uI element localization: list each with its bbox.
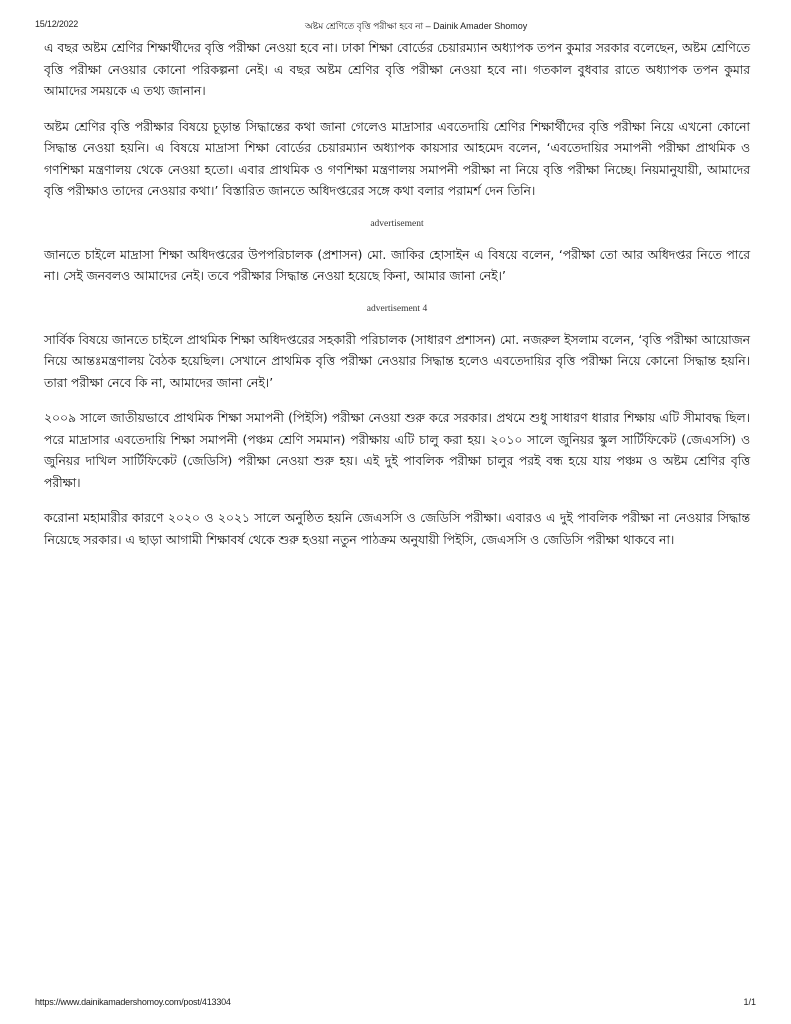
article-paragraph: সার্বিক বিষয়ে জানতে চাইলে প্রাথমিক শিক্ষা অধিদপ্তরের সহকারী পরিচালক (সাধারণ প্রশাসন) মো. নজরুল ইসলাম বলেন, ‘বৃত্তি পরীক্ষা আয়োজন নিয়ে আন্তঃমন্ত্রণালয় বৈঠক হয়েছিল। সেখানে প্রাথমিক বৃত্তি পরীক্ষা নেওয়ার সিদ্ধান্ত হলেও এবতেদায়ির বৃত্তি পরীক্ষা নিয়ে কোনো সিদ্ধান্ত হয়নি। তারা পরীক্ষা নেবে কি না, আমাদের জানা নেই।’ [44, 332, 750, 390]
advertisement-label: advertisement 4 [366, 303, 428, 314]
advertisement-label: advertisement [370, 218, 424, 229]
article-paragraph: এ বছর অষ্টম শ্রেণির শিক্ষার্থীদের বৃত্তি পরীক্ষা নেওয়া হবে না। ঢাকা শিক্ষা বোর্ডের চেয়ারম্যান অধ্যাপক তপন কুমার সরকার বলেছেন, অষ্টম শ্রেণিতে বৃত্তি পরীক্ষা নেওয়ার কোনো পরিকল্পনা নেই। এ বছর অষ্টম শ্রেণির বৃত্তি পরীক্ষা নেওয়া হবে না। গতকাল বুধবার রাতে অধ্যাপক তপন কুমার আমাদের সময়কে এ তথ্য জানান। [44, 41, 750, 98]
page-number: 1/1 [743, 997, 756, 1007]
page-title: অষ্টম শ্রেণিতে বৃত্তি পরীক্ষা হবে না – Dainik Amader Shomoy [305, 21, 528, 31]
print-date: 15/12/2022 [35, 19, 79, 29]
article-paragraph: জানতে চাইলে মাদ্রাসা শিক্ষা অধিদপ্তরের উপপরিচালক (প্রশাসন) মো. জাকির হোসাইন এ বিষয়ে বলেন, ‘পরীক্ষা তো আর অধিদপ্তর নিতে পারে না। সেই জনবলও আমাদের নেই। তবে পরীক্ষার সিদ্ধান্ত নেওয়া হয়েছে কিনা, আমার জানা নেই।’ [44, 247, 750, 283]
article-paragraph: করোনা মহামারীর কারণে ২০২০ ও ২০২১ সালে অনুষ্ঠিত হয়নি জেএসসি ও জেডিসি পরীক্ষা। এবারও এ দুই পাবলিক পরীক্ষা না নেওয়ার সিদ্ধান্ত নিয়েছে সরকার। এ ছাড়া আগামী শিক্ষাবর্ষ থেকে শুরু হওয়া নতুন পাঠক্রম অনুযায়ী পিইসি, জেএসসি ও জেডিসি পরীক্ষা থাকবে না। [44, 511, 750, 547]
source-url: https://www.dainikamadershomoy.com/post/413304 [35, 997, 231, 1007]
article-paragraph: অষ্টম শ্রেণির বৃত্তি পরীক্ষার বিষয়ে চূড়ান্ত সিদ্ধান্তের কথা জানা গেলেও মাদ্রাসার এবতেদায়ি শ্রেণির শিক্ষার্থীদের বৃত্তি পরীক্ষা নিয়ে এখনো কোনো সিদ্ধান্ত নেওয়া হয়নি। এ বিষয়ে মাদ্রাসা শিক্ষা বোর্ডের চেয়ারম্যান অধ্যাপক কায়সার আহমেদ বলেন, ‘এবতেদায়ির সমাপনী পরীক্ষা প্রাথমিক ও গণশিক্ষা মন্ত্রণালয় থেকে নেওয়া হতো। এবার প্রাথমিক ও গণশিক্ষা মন্ত্রণালয় সমাপনী পরীক্ষা না নিয়ে বৃত্তি পরীক্ষা নিচ্ছে। নিয়মানুযায়ী, আমাদের বৃত্তি পরীক্ষাও তাদের নেওয়ার কথা।’ বিস্তারিত জানতে অধিদপ্তরের সঙ্গে কথা বলার পরামর্শ দেন তিনি। [44, 119, 750, 198]
article-body [44, 38, 750, 565]
article-paragraph: ২০০৯ সালে জাতীয়ভাবে প্রাথমিক শিক্ষা সমাপনী (পিইসি) পরীক্ষা নেওয়া শুরু করে সরকার। প্রথমে শুধু সাধারণ ধারার শিক্ষায় এটি সীমাবদ্ধ ছিল। পরে মাদ্রাসার এবতেদায়ি শিক্ষা সমাপনী (পঞ্চম শ্রেণি সমমান) পরীক্ষায় এটি চালু করা হয়। ২০১০ সালে জুনিয়র স্কুল সার্টিফিকেট (জেএসসি) ও জুনিয়র দাখিল সার্টিফিকেট (জেডিসি) পরীক্ষা নেওয়া শুরু হয়। এই দুই পাবলিক পরীক্ষা চালুর পরই বন্ধ হয়ে যায় পঞ্চম ও অষ্টম শ্রেণির বৃত্তি পরীক্ষা। [44, 411, 750, 490]
